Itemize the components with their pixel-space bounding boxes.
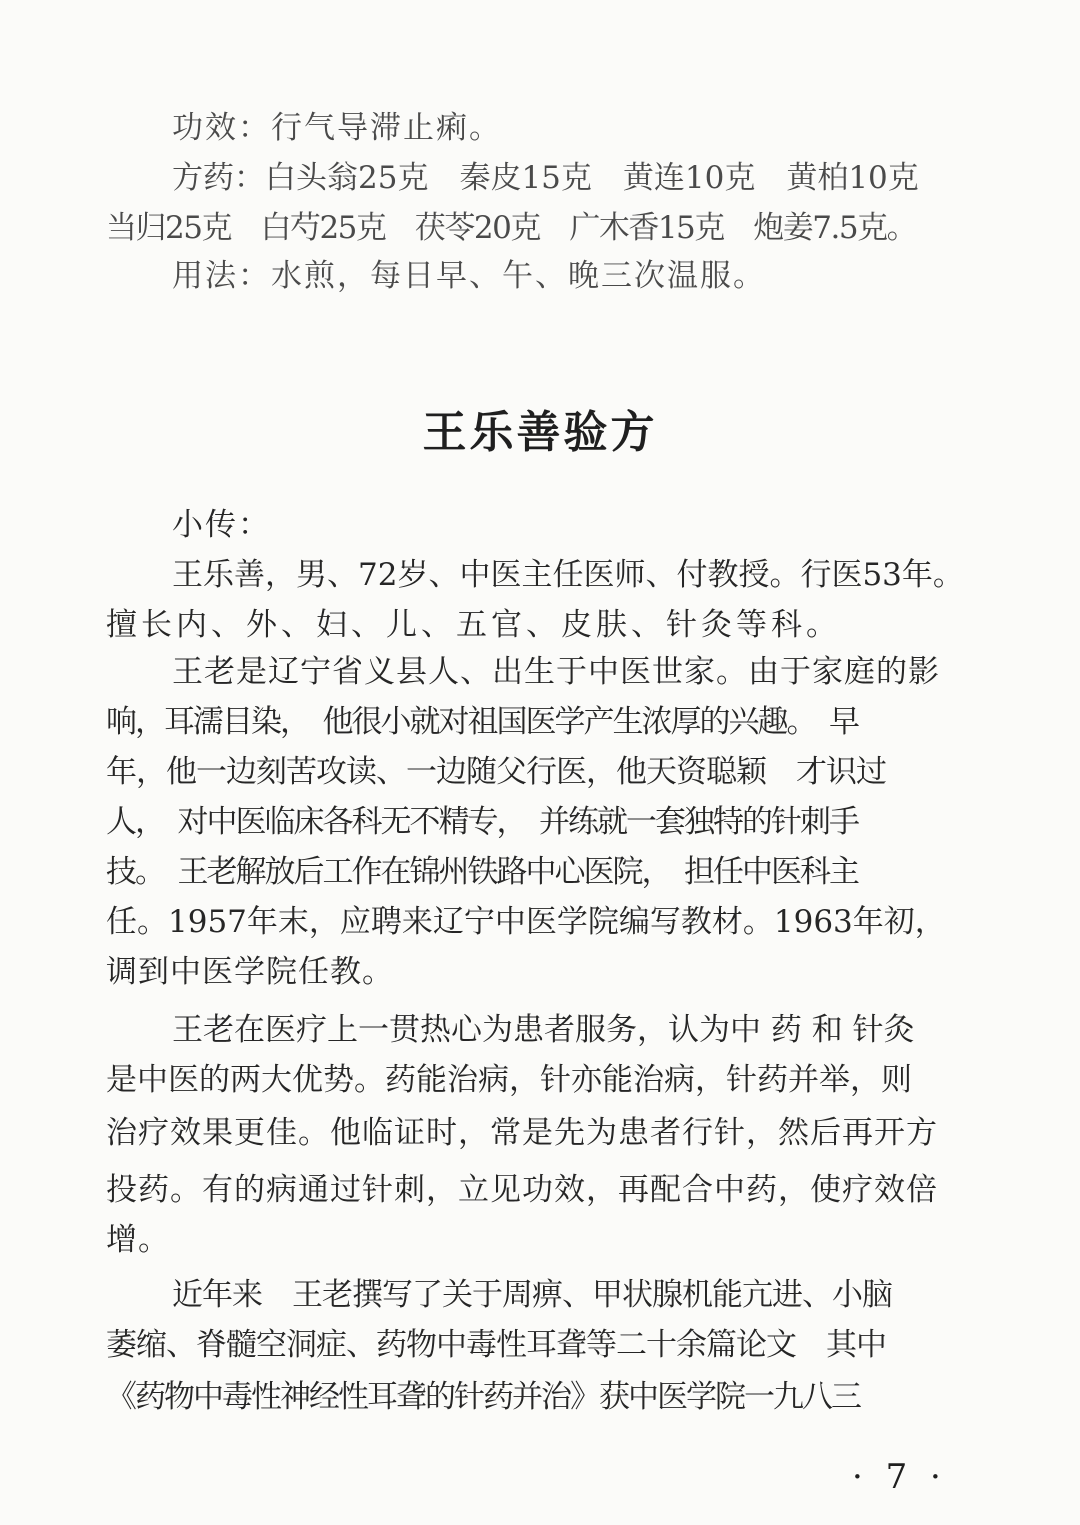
text-line: 任。1957年末，应聘来辽宁中医学院编写教材。1963年初， [106,904,946,940]
text-line: 人， 对中医临床各科无不精专， 并练就一套独特的针刺手 [106,804,858,840]
text-line: 调到中医学院任教。 [106,954,394,990]
usage-line: 用法：水煎，每日早、午、晚三次温服。 [172,258,766,294]
biography-heading: 小传： [172,507,271,543]
text-line: 技。 王老解放后工作在锦州铁路中心医院， 担任中医科主 [106,854,858,890]
text-line: 王老在医疗上一贯热心为患者服务，认为中 药 和 针灸 [172,1012,915,1048]
text-line: 擅长内、外、妇、儿、五官、皮肤、针灸等科。 [106,607,841,643]
text-line: 王老是辽宁省义县人、出生于中医世家。由于家庭的影 [172,654,940,690]
text-line: 《药物中毒性神经性耳聋的针药并治》获中医学院一九八三 [106,1379,860,1415]
efficacy-line: 功效：行气导滞止痢。 [172,110,502,146]
text-line: 投药。有的病通过针刺，立见功效，再配合中药，使疗效倍 [106,1172,938,1208]
formula-line-continued: 当归25克 白芍25克 茯苓20克 广木香15克 炮姜7.5克。 [106,210,917,246]
text-line: 治疗效果更佳。他临证时，常是先为患者行针，然后再开方 [106,1115,938,1151]
text-line: 是中医的两大优势。药能治病，针亦能治病，针药并举，则 [106,1062,912,1098]
text-line: 响，耳濡目染， 他很小就对祖国医学产生浓厚的兴趣。 早 [106,704,858,740]
text-line: 近年来 王老撰写了关于周痹、甲状腺机能亢进、小脑 [172,1277,892,1313]
section-title: 王乐善验方 [422,407,658,458]
text-line: 萎缩、脊髓空洞症、药物中毒性耳聋等二十余篇论文 其中 [106,1327,886,1363]
page-number: · 7 · [852,1457,947,1497]
text-line: 增。 [106,1222,170,1258]
text-line: 王乐善，男、72岁、中医主任医师、付教授。行医53年。 [172,557,964,593]
text-line: 年，他一边刻苦攻读、一边随父行医，他天资聪颖 才识过 [106,754,886,790]
formula-line: 方药：白头翁25克 秦皮15克 黄连10克 黄柏10克 [172,160,919,196]
